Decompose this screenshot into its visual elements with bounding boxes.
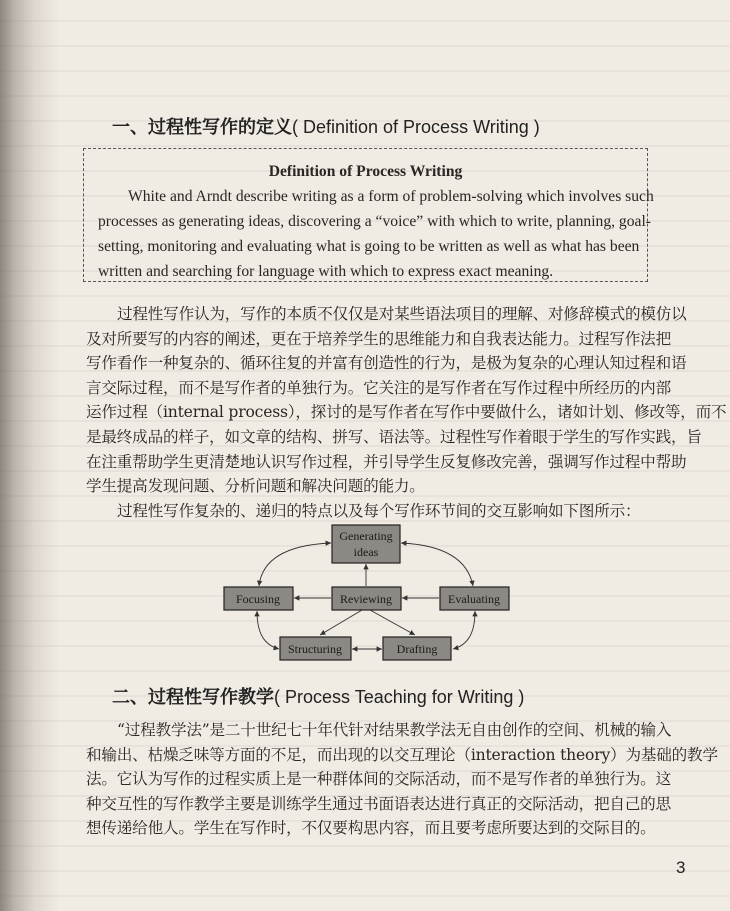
text-line: 想传递给他人。学生在写作时，不仅要构思内容，而且要考虑所要达到的交际目的。 xyxy=(86,819,656,838)
node-label: Structuring xyxy=(288,642,342,656)
heading-1-en: ( Definition of Process Writing ) xyxy=(292,117,540,137)
node-label: Reviewing xyxy=(340,592,392,606)
text-line: 在注重帮助学生更清楚地认识写作过程，并引导学生反复修改完善，强调写作过程中帮助 xyxy=(86,452,687,471)
arrow-generating-focusing xyxy=(259,543,331,586)
heading-2-zh: 二、过程性写作教学 xyxy=(112,687,274,708)
definition-line: processes as generating ideas, discovering a “voice” with which to write, planning, goal- xyxy=(98,213,651,230)
page-number: 3 xyxy=(676,858,686,877)
paragraph-3 xyxy=(86,718,718,841)
node-evaluating xyxy=(440,587,509,610)
node-generating-ideas xyxy=(332,525,400,563)
text-line: 写作看作一种复杂的、循环往复的并富有创造性的行为，是极为复杂的心理认知过程和语 xyxy=(86,354,687,373)
node-label: Evaluating xyxy=(448,592,500,606)
node-label: ideas xyxy=(353,545,379,559)
heading-1-zh: 一、过程性写作的定义 xyxy=(112,117,292,138)
definition-line: written and searching for language with which to express exact meaning. xyxy=(98,263,554,280)
node-label: Drafting xyxy=(396,642,438,656)
text-line: 法。它认为写作的过程实质上是一种群体间的交际活动，而不是写作者的单独行为。这 xyxy=(86,770,671,789)
definition-title: Definition of Process Writing xyxy=(268,163,463,180)
text-line: 和输出、枯燥乏味等方面的不足，而出现的以交互理论（interaction theory）为基础的教学 xyxy=(86,745,718,764)
node-structuring xyxy=(280,637,351,660)
text-line: 种交互性的写作教学主要是训练学生通过书面语表达进行真正的交际活动，把自己的思 xyxy=(86,794,671,813)
figure-intro-line: 过程性写作复杂的、递归的特点以及每个写作环节间的交互影响如下图所示： xyxy=(117,501,641,520)
definition-line: setting, monitoring and evaluating what is going to be written as well as what has been xyxy=(98,238,640,255)
arrow-generating-evaluating xyxy=(401,543,473,586)
text-line: 是最终成品的样子，如文章的结构、拼写、语法等。过程性写作着眼于学生的写作实践，旨 xyxy=(86,427,702,446)
arrow-evaluating-drafting xyxy=(453,611,475,649)
node-label: Focusing xyxy=(235,592,281,606)
text-line: 及对所要写的内容的阐述，更在于培养学生的思维能力和自我表达能力。过程写作法把 xyxy=(86,329,671,348)
text-line: 言交际过程，而不是写作者的单独行为。它关注的是写作者在写作过程中所经历的内部 xyxy=(86,378,671,397)
arrow-focusing-structuring xyxy=(257,611,279,649)
arrow-reviewing-structuring xyxy=(320,610,362,635)
node-label: Generating xyxy=(339,529,393,543)
node-drafting xyxy=(383,637,451,660)
text-line: “过程教学法”是二十世纪七十年代针对结果教学法无自由创作的空间、机械的输入 xyxy=(117,721,672,739)
node-focusing xyxy=(224,587,293,610)
text-line: 运作过程（internal process），探讨的是写作者在写作中要做什么，诸如计划、修改等，而不 xyxy=(86,403,727,422)
section-heading-2 xyxy=(112,683,524,709)
definition-line: White and Arndt describe writing as a form of problem-solving which involves such xyxy=(128,188,654,205)
heading-2-en: ( Process Teaching for Writing ) xyxy=(274,687,525,707)
node-reviewing xyxy=(332,587,401,610)
text-line: 学生提高发现问题、分析问题和解决问题的能力。 xyxy=(86,477,425,496)
arrow-reviewing-drafting xyxy=(370,610,415,635)
text-line: 过程性写作认为，写作的本质不仅仅是对某些语法项目的理解、对修辞模式的模仿以 xyxy=(117,305,687,323)
